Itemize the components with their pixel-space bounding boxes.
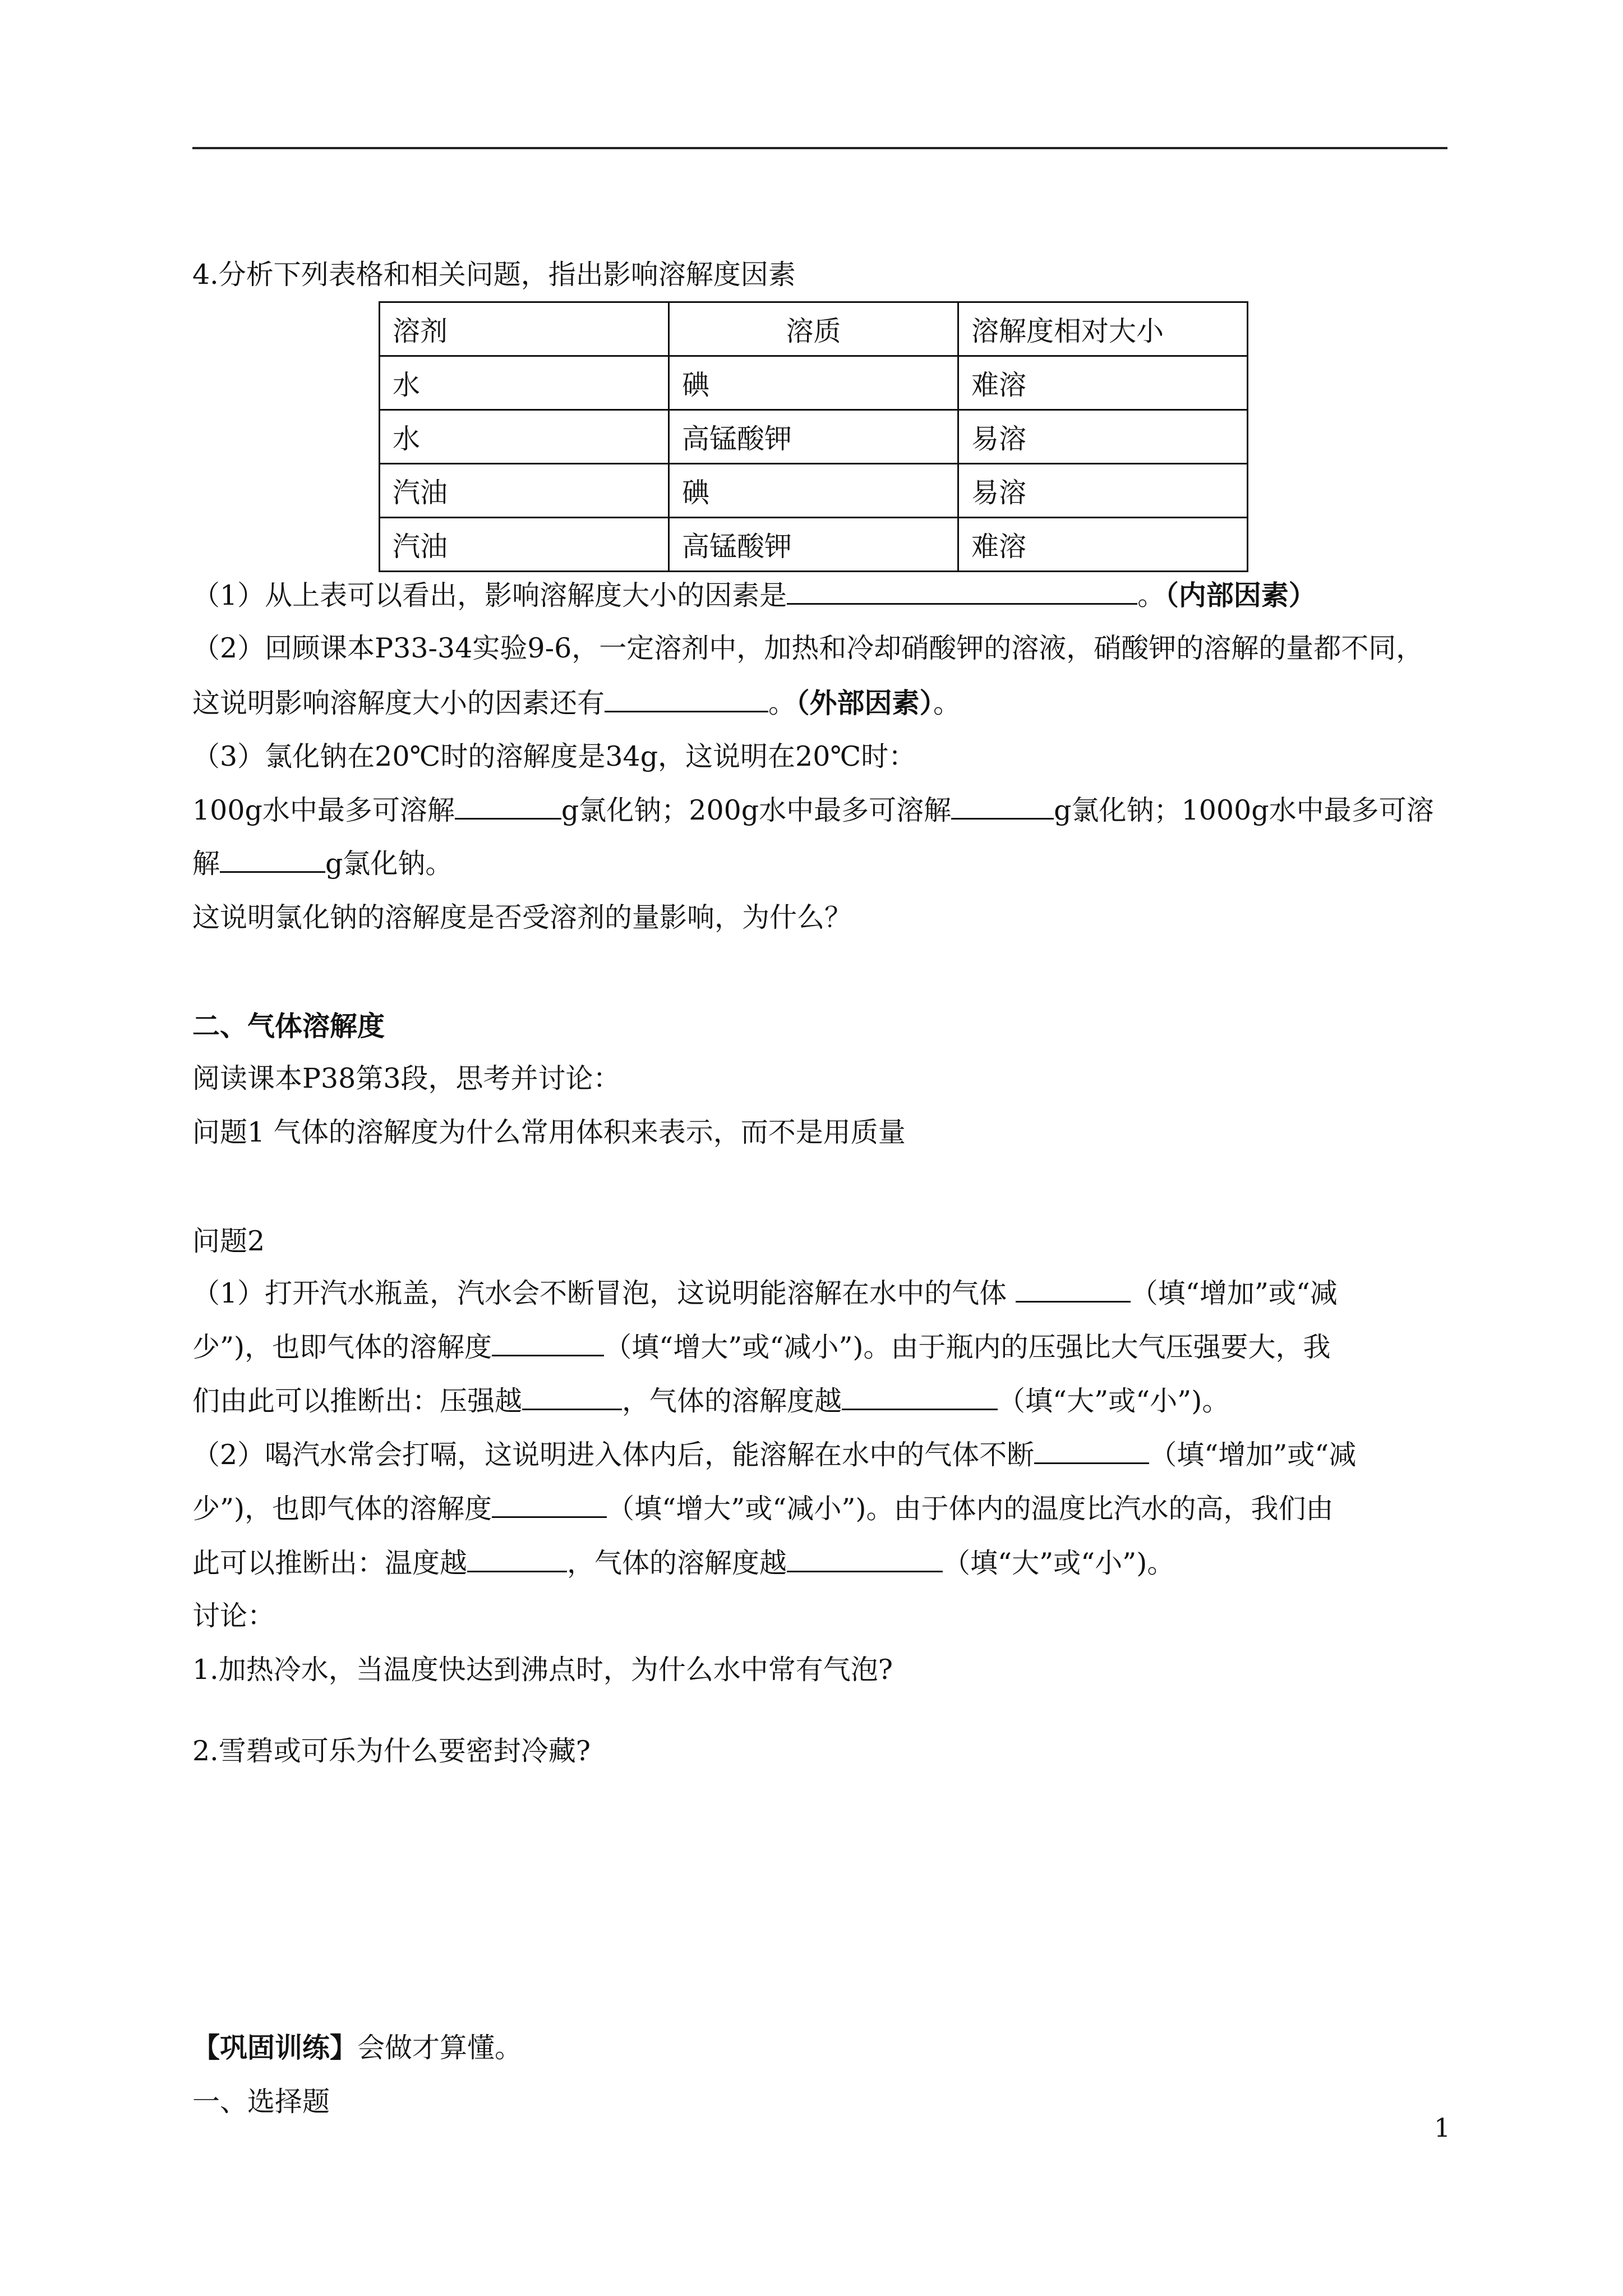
section2-heading: 二、气体溶解度: [192, 1010, 385, 1042]
page-number: 1: [1434, 2113, 1451, 2143]
answer-blank[interactable]: [951, 792, 1054, 820]
training-heading: [192, 2028, 522, 2068]
answer-blank[interactable]: [1016, 1275, 1131, 1303]
q4-part1: [192, 576, 1316, 615]
q2-part2-line3: [192, 1544, 1174, 1583]
q4-part3-text: g氯化钠。: [325, 848, 453, 880]
table-row: [380, 410, 1248, 464]
q4-part2-period: 。: [933, 687, 961, 719]
q4-part3-text: g氯化钠；1000g水中最多可溶: [1054, 794, 1434, 826]
table-row: [380, 464, 1248, 518]
discussion-item-2: 2.雪碧或可乐为什么要密封冷藏?: [192, 1735, 591, 1767]
q4-part3-line2: [192, 791, 1434, 830]
table-cell: 水: [380, 410, 669, 464]
answer-blank[interactable]: [455, 792, 561, 820]
table-header-cell: 溶剂: [380, 302, 669, 356]
table-header-row: [380, 302, 1248, 356]
q2-part2-line1: [192, 1435, 1356, 1475]
table-cell: 易溶: [958, 410, 1248, 464]
q2-part2-text: （填“增加”或“减: [1149, 1439, 1357, 1471]
table-cell: 碘: [669, 356, 958, 410]
table-cell: 碘: [669, 464, 958, 518]
q2-part2-text: ，气体的溶解度越: [567, 1547, 787, 1579]
q4-part3-line1: （3）氯化钠在20℃时的溶解度是34g，这说明在20℃时：: [192, 740, 916, 772]
q4-part2-line1: （2）回顾课本P33-34实验9-6，一定溶剂中，加热和冷却硝酸钾的溶液，硝酸钾的溶解的量都不同，: [192, 632, 1424, 664]
training-subheading: 一、选择题: [192, 2086, 330, 2118]
q4-part3-line3: [192, 844, 453, 884]
q2-part1-line1: [192, 1274, 1338, 1313]
q4-part2-line2: [192, 683, 961, 723]
answer-blank[interactable]: [492, 1329, 604, 1356]
answer-blank[interactable]: [220, 845, 325, 873]
q2-part1-text: 少”)，也即气体的溶解度: [192, 1331, 492, 1363]
answer-blank[interactable]: [787, 1545, 943, 1572]
q2-part2-text: 少”)，也即气体的溶解度: [192, 1493, 492, 1525]
solubility-table: [379, 301, 1248, 572]
table-header-cell: 溶质: [669, 302, 958, 356]
training-heading-text: 会做才算懂。: [357, 2032, 523, 2064]
answer-blank[interactable]: [842, 1383, 998, 1410]
answer-blank[interactable]: [522, 1383, 622, 1410]
q4-part3-text: 100g水中最多可溶解: [192, 794, 455, 826]
answer-blank[interactable]: [467, 1545, 567, 1572]
q2-part1-line3: [192, 1382, 1229, 1421]
header-rule: [192, 147, 1447, 149]
q4-part1-hint: （内部因素）: [1165, 579, 1316, 611]
q4-part1-period: 。: [1137, 579, 1165, 611]
q2-part1-line2: [192, 1328, 1331, 1367]
q4-part3-text: 解: [192, 848, 220, 880]
discussion-item-1: 1.加热冷水，当温度快达到沸点时，为什么水中常有气泡?: [192, 1654, 893, 1686]
q4-part2-period: 。: [768, 687, 796, 719]
q2-part2-text: （填“增大”或“减小”)。由于体内的温度比汽水的高，我们由: [607, 1493, 1334, 1525]
answer-blank[interactable]: [605, 685, 768, 712]
q2-part1-text: （填“增加”或“减: [1130, 1277, 1338, 1309]
answer-blank[interactable]: [492, 1490, 607, 1518]
answer-blank[interactable]: [1034, 1437, 1149, 1464]
table-cell: 易溶: [958, 464, 1248, 518]
section2-intro: 阅读课本P38第3段，思考并讨论：: [192, 1062, 621, 1094]
section2-q1: 问题1 气体的溶解度为什么常用体积来表示，而不是用质量: [192, 1116, 906, 1148]
q2-part2-line2: [192, 1489, 1334, 1529]
q2-part1-text: （填“增大”或“减小”)。由于瓶内的压强比大气压强要大，我: [604, 1331, 1331, 1363]
table-header-cell: 溶解度相对大小: [958, 302, 1248, 356]
q2-part2-text: 此可以推断出：温度越: [192, 1547, 468, 1579]
q4-part2-hint: （外部因素）: [796, 687, 934, 719]
q2-part2-text: （填“大”或“小”)。: [943, 1547, 1175, 1579]
q4-part3-text: g氯化钠；200g水中最多可溶解: [561, 794, 952, 826]
table-cell: 高锰酸钾: [669, 410, 958, 464]
table-cell: 难溶: [958, 356, 1248, 410]
q4-part1-text: （1）从上表可以看出，影响溶解度大小的因素是: [192, 579, 787, 611]
table-cell: 水: [380, 356, 669, 410]
q4-title: 4.分析下列表格和相关问题，指出影响溶解度因素: [192, 259, 796, 291]
q2-part1-text: ，气体的溶解度越: [622, 1385, 842, 1417]
q2-part1-text: （填“大”或“小”)。: [998, 1385, 1230, 1417]
q2-part2-text: （2）喝汽水常会打嗝，这说明进入体内后，能溶解在水中的气体不断: [192, 1439, 1035, 1471]
discussion-label: 讨论：: [192, 1600, 275, 1632]
q2-part1-text: 们由此可以推断出：压强越: [192, 1385, 523, 1417]
table-cell: 汽油: [380, 518, 669, 572]
q4-part3-line4: 这说明氯化钠的溶解度是否受溶剂的量影响，为什么？: [192, 901, 852, 933]
table-cell: 难溶: [958, 518, 1248, 572]
q4-part2-text: 这说明影响溶解度大小的因素还有: [192, 687, 605, 719]
section2-q2: 问题2: [192, 1225, 265, 1257]
q2-part1-text: （1）打开汽水瓶盖，汽水会不断冒泡，这说明能溶解在水中的气体: [192, 1277, 1016, 1309]
training-heading-bold: 【巩固训练】: [192, 2031, 358, 2064]
table-cell: 高锰酸钾: [669, 518, 958, 572]
table-row: [380, 518, 1248, 572]
table-row: [380, 356, 1248, 410]
table-cell: 汽油: [380, 464, 669, 518]
answer-blank[interactable]: [787, 577, 1137, 605]
